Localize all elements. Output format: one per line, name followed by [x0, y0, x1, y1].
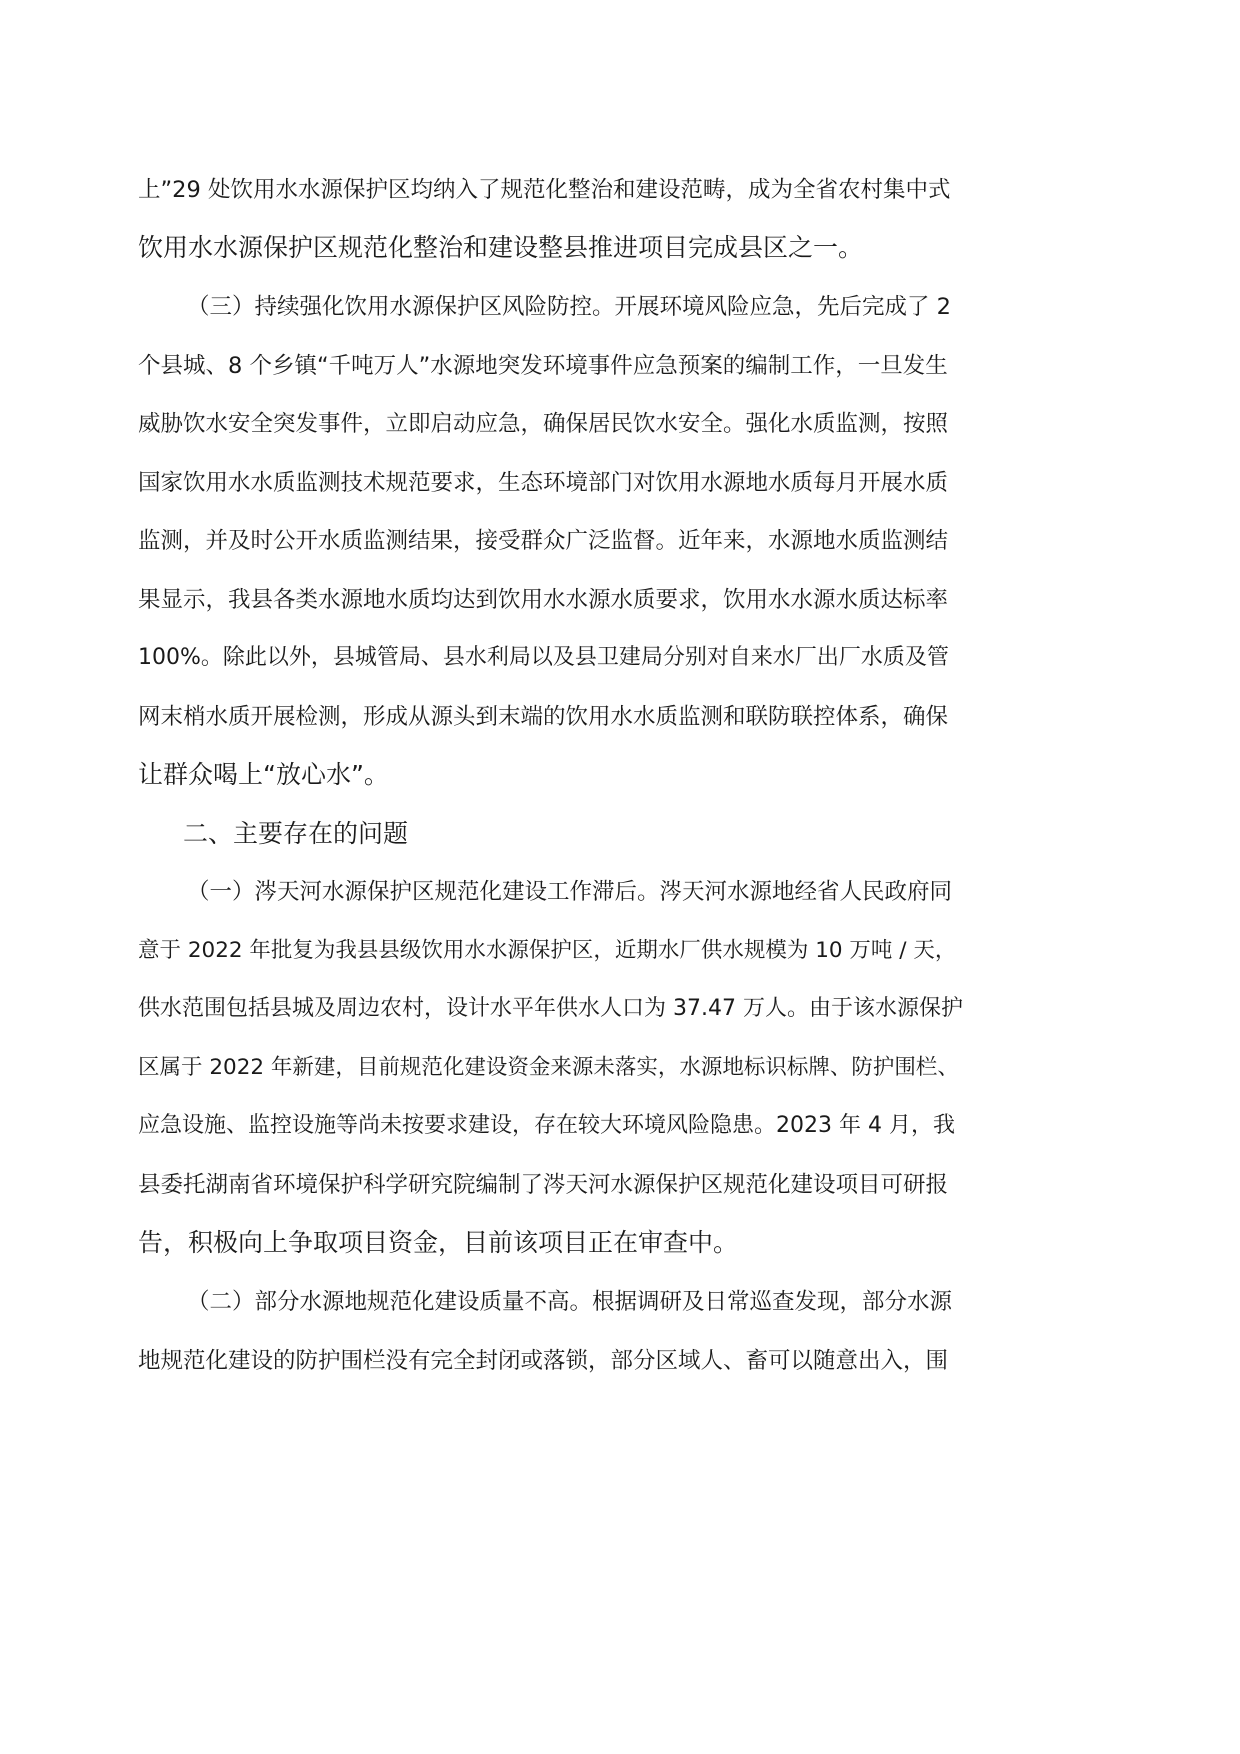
- text-line-1: 上”29 处饮用水水源保护区均纳入了规范化整治和建设范畴，成为全省农村集中式: [138, 177, 951, 203]
- section-heading-2: 二、主要存在的问题: [183, 819, 409, 848]
- text-line-8: 果显示，我县各类水源地水质均达到饮用水水源水质要求，饮用水水源水质达标率: [138, 587, 949, 613]
- text-line-6: 国家饮用水水质监测技术规范要求，生态环境部门对饮用水源地水质每月开展水质: [138, 470, 949, 496]
- text-line-11: 让群众喝上“放心水”。: [138, 760, 389, 789]
- text-line-20: （二）部分水源地规范化建设质量不高。根据调研及日常巡查发现，部分水源: [187, 1289, 953, 1315]
- text-line-9: 100%。除此以外，县城管局、县水利局以及县卫建局分别对自来水厂出厂水质及管: [138, 645, 949, 670]
- text-line-16: 区属于 2022 年新建，目前规范化建设资金来源未落实，水源地标识标牌、防护围栏、: [138, 1055, 959, 1080]
- text-line-18: 县委托湖南省环境保护科学研究院编制了涔天河水源保护区规范化建设项目可研报: [138, 1172, 949, 1198]
- text-line-4: 个县城、8 个乡镇“千吨万人”水源地突发环境事件应急预案的编制工作，一旦发生: [138, 353, 948, 379]
- text-line-19: 告，积极向上争取项目资金，目前该项目正在审查中。: [138, 1228, 739, 1257]
- text-line-2: 饮用水水源保护区规范化整治和建设整县推进项目完成县区之一。: [138, 233, 864, 262]
- text-line-15: 供水范围包括县城及周边农村，设计水平年供水人口为 37.47 万人。由于该水源保护: [138, 996, 963, 1021]
- text-line-3: （三）持续强化饮用水源保护区风险防控。开展环境风险应急，先后完成了 2: [187, 294, 951, 320]
- text-line-13: （一）涔天河水源保护区规范化建设工作滞后。涔天河水源地经省人民政府同: [187, 879, 953, 905]
- text-line-14: 意于 2022 年批复为我县县级饮用水水源保护区，近期水厂供水规模为 10 万吨 / 天，: [138, 938, 957, 963]
- text-line-21: 地规范化建设的防护围栏没有完全封闭或落锁，部分区域人、畜可以随意出入，围: [138, 1348, 949, 1374]
- text-line-17: 应急设施、监控设施等尚未按要求建设，存在较大环境风险隐患。2023 年 4 月，我: [138, 1113, 955, 1138]
- text-line-7: 监测，并及时公开水质监测结果，接受群众广泛监督。近年来，水源地水质监测结: [138, 528, 949, 554]
- text-line-5: 威胁饮水安全突发事件，立即启动应急，确保居民饮水安全。强化水质监测，按照: [138, 411, 949, 437]
- text-line-10: 网末梢水质开展检测，形成从源头到末端的饮用水水质监测和联防联控体系，确保: [138, 704, 949, 730]
